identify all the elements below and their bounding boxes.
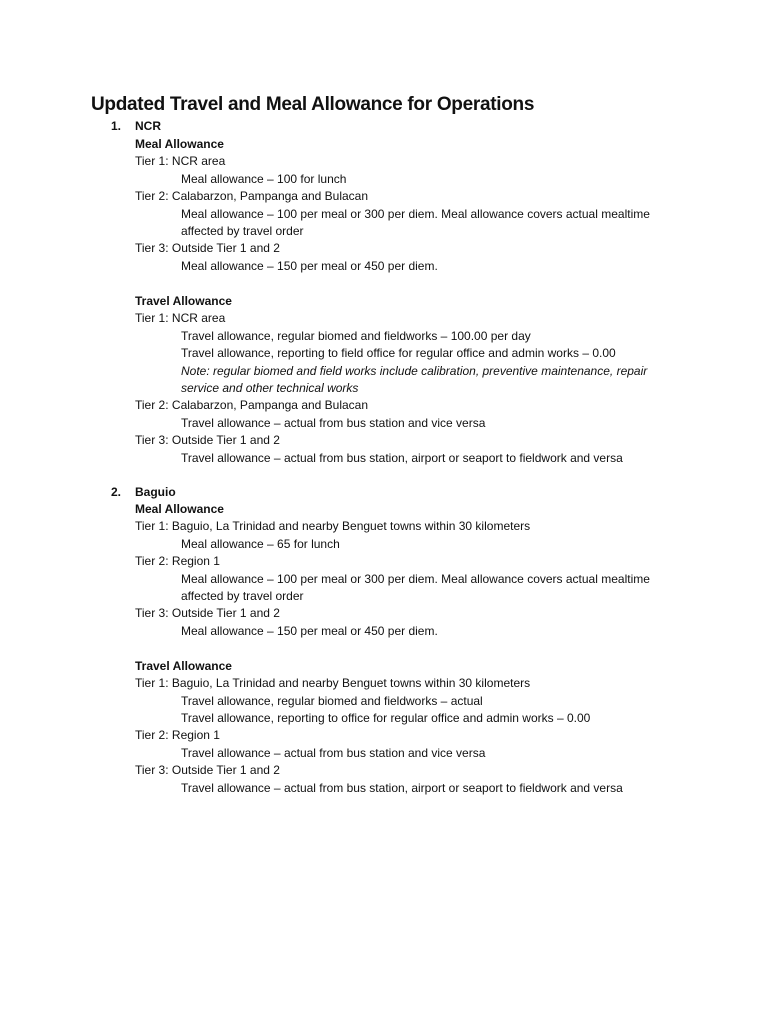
meal-tier-1: Tier 1: NCR area — [135, 154, 226, 168]
meal-tier-2-detail: Meal allowance – 100 per meal or 300 per diem. Meal allowance covers actual mealtime — [181, 572, 650, 586]
travel-tier-2-detail: Travel allowance – actual from bus station and vice versa — [181, 416, 486, 430]
travel-tier-2: Tier 2: Region 1 — [135, 728, 220, 742]
meal-tier-2-detail-cont: affected by travel order — [181, 224, 304, 238]
travel-tier-3-detail: Travel allowance – actual from bus station, airport or seaport to fieldwork and versa — [181, 781, 623, 795]
meal-tier-1-detail: Meal allowance – 65 for lunch — [181, 537, 340, 551]
travel-allowance-heading: Travel Allowance — [135, 659, 232, 673]
travel-tier-3: Tier 3: Outside Tier 1 and 2 — [135, 433, 280, 447]
travel-tier-2-detail: Travel allowance – actual from bus station and vice versa — [181, 746, 486, 760]
travel-tier-1-detail: Travel allowance, regular biomed and fieldworks – actual — [181, 694, 483, 708]
document-title: Updated Travel and Meal Allowance for Operations — [91, 94, 535, 115]
meal-tier-2: Tier 2: Region 1 — [135, 554, 220, 568]
meal-tier-1: Tier 1: Baguio, La Trinidad and nearby Benguet towns within 30 kilometers — [135, 519, 531, 533]
meal-tier-1-detail: Meal allowance – 100 for lunch — [181, 172, 347, 186]
meal-tier-3: Tier 3: Outside Tier 1 and 2 — [135, 606, 280, 620]
travel-tier-3: Tier 3: Outside Tier 1 and 2 — [135, 763, 280, 777]
meal-tier-3: Tier 3: Outside Tier 1 and 2 — [135, 241, 280, 255]
section-number: 2. — [111, 485, 122, 499]
meal-tier-2-detail-cont: affected by travel order — [181, 589, 304, 603]
section-heading: NCR — [135, 119, 161, 133]
travel-allowance-heading: Travel Allowance — [135, 294, 232, 308]
travel-tier-1-detail-office: Travel allowance, reporting to field office for regular office and admin works – 0.00 — [181, 346, 616, 360]
travel-note-cont: service and other technical works — [181, 381, 359, 395]
travel-tier-1: Tier 1: Baguio, La Trinidad and nearby Benguet towns within 30 kilometers — [135, 676, 531, 690]
meal-allowance-heading: Meal Allowance — [135, 502, 224, 516]
section-heading: Baguio — [135, 485, 176, 499]
travel-tier-1: Tier 1: NCR area — [135, 311, 226, 325]
meal-tier-2-detail: Meal allowance – 100 per meal or 300 per diem. Meal allowance covers actual mealtime — [181, 207, 650, 221]
section-number: 1. — [111, 119, 122, 133]
travel-tier-2: Tier 2: Calabarzon, Pampanga and Bulacan — [135, 398, 369, 412]
travel-tier-3-detail: Travel allowance – actual from bus station, airport or seaport to fieldwork and versa — [181, 451, 623, 465]
meal-tier-2: Tier 2: Calabarzon, Pampanga and Bulacan — [135, 189, 369, 203]
travel-tier-1-detail-office: Travel allowance, reporting to office for regular office and admin works – 0.00 — [181, 711, 591, 725]
travel-note: Note: regular biomed and field works include calibration, preventive maintenance, repair — [181, 364, 648, 378]
meal-allowance-heading: Meal Allowance — [135, 137, 224, 151]
meal-tier-3-detail: Meal allowance – 150 per meal or 450 per diem. — [181, 624, 438, 638]
travel-tier-1-detail: Travel allowance, regular biomed and fieldworks – 100.00 per day — [181, 329, 531, 343]
meal-tier-3-detail: Meal allowance – 150 per meal or 450 per diem. — [181, 259, 438, 273]
